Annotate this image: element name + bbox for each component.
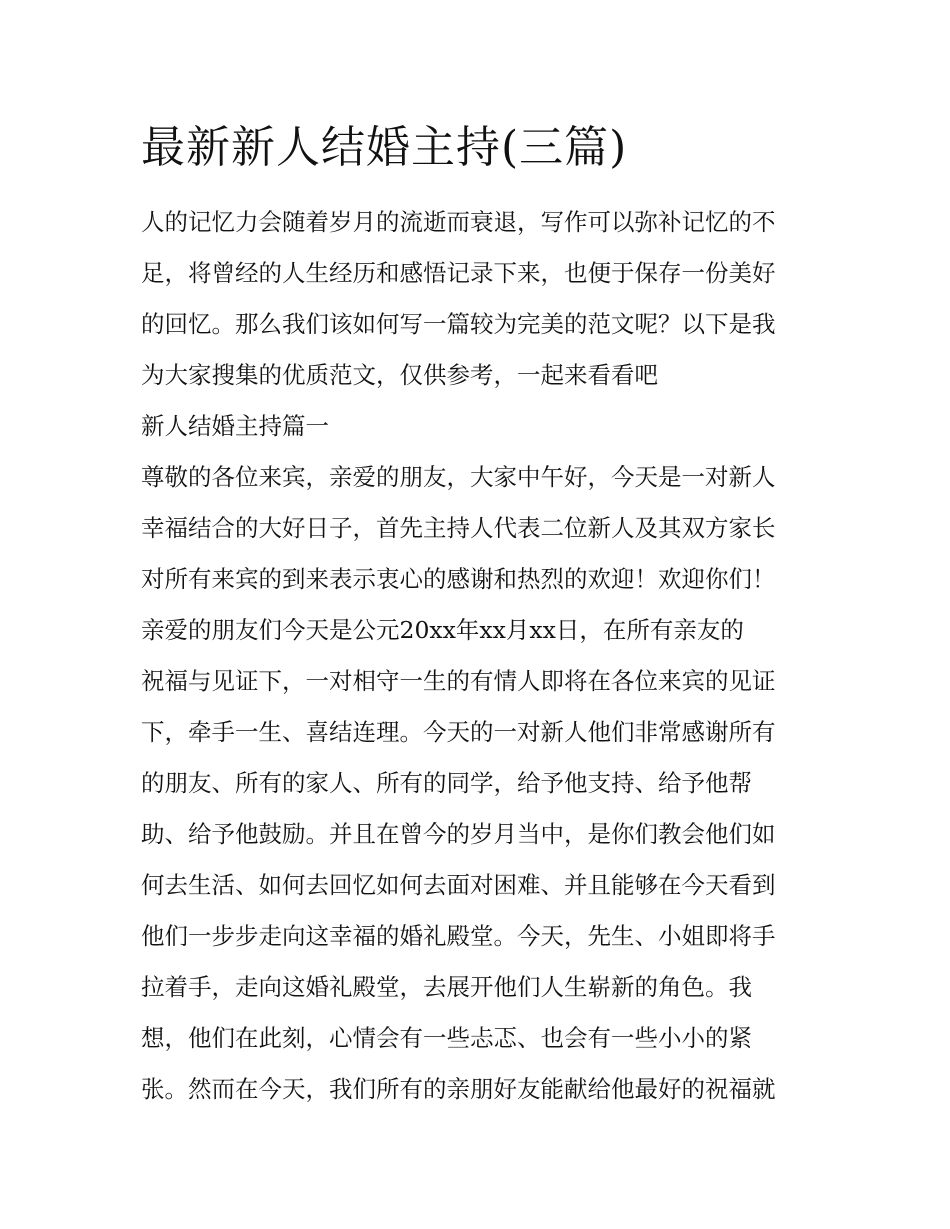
text-line: 的朋友、所有的家人、所有的同学，给予他支持、给予他帮 — [141, 769, 752, 797]
text-line: 人的记忆力会随着岁月的流逝而衰退，写作可以弥补记忆的不 — [141, 208, 776, 236]
document-title: 最新新人结婚主持(三篇) — [141, 122, 628, 173]
text-line: 幸福结合的大好日子，首先主持人代表二位新人及其双方家长 — [141, 514, 776, 542]
text-line: 张。然而在今天，我们所有的亲朋好友能献给他最好的祝福就 — [141, 1075, 776, 1103]
text-line: 助、给予他鼓励。并且在曾今的岁月当中，是你们教会他们如 — [141, 820, 776, 848]
text-line: 亲爱的朋友们今天是公元20xx年xx月xx日，在所有亲友的 — [141, 616, 744, 644]
text-line: 足，将曾经的人生经历和感悟记录下来，也便于保存一份美好 — [141, 259, 776, 287]
text-line: 尊敬的各位来宾，亲爱的朋友，大家中午好，今天是一对新人 — [141, 463, 776, 491]
text-line: 下，牵手一生、喜结连理。今天的一对新人他们非常感谢所有 — [141, 718, 776, 746]
text-line: 他们一步步走向这幸福的婚礼殿堂。今天，先生、小姐即将手 — [141, 922, 776, 950]
text-line: 想，他们在此刻，心情会有一些忐忑、也会有一些小小的紧 — [141, 1024, 752, 1052]
text-line: 对所有来宾的到来表示衷心的感谢和热烈的欢迎！欢迎你们！ — [141, 565, 776, 593]
text-line: 为大家搜集的优质范文，仅供参考，一起来看看吧 — [141, 361, 658, 389]
text-line: 的回忆。那么我们该如何写一篇较为完美的范文呢？以下是我 — [141, 310, 776, 338]
text-line: 祝福与见证下，一对相守一生的有情人即将在各位来宾的见证 — [141, 667, 776, 695]
text-line: 拉着手，走向这婚礼殿堂，去展开他们人生崭新的角色。我 — [141, 973, 752, 1001]
section-heading: 新人结婚主持篇一 — [141, 412, 329, 440]
text-line: 何去生活、如何去回忆如何去面对困难、并且能够在今天看到 — [141, 871, 776, 899]
document-body — [141, 112, 813, 1115]
